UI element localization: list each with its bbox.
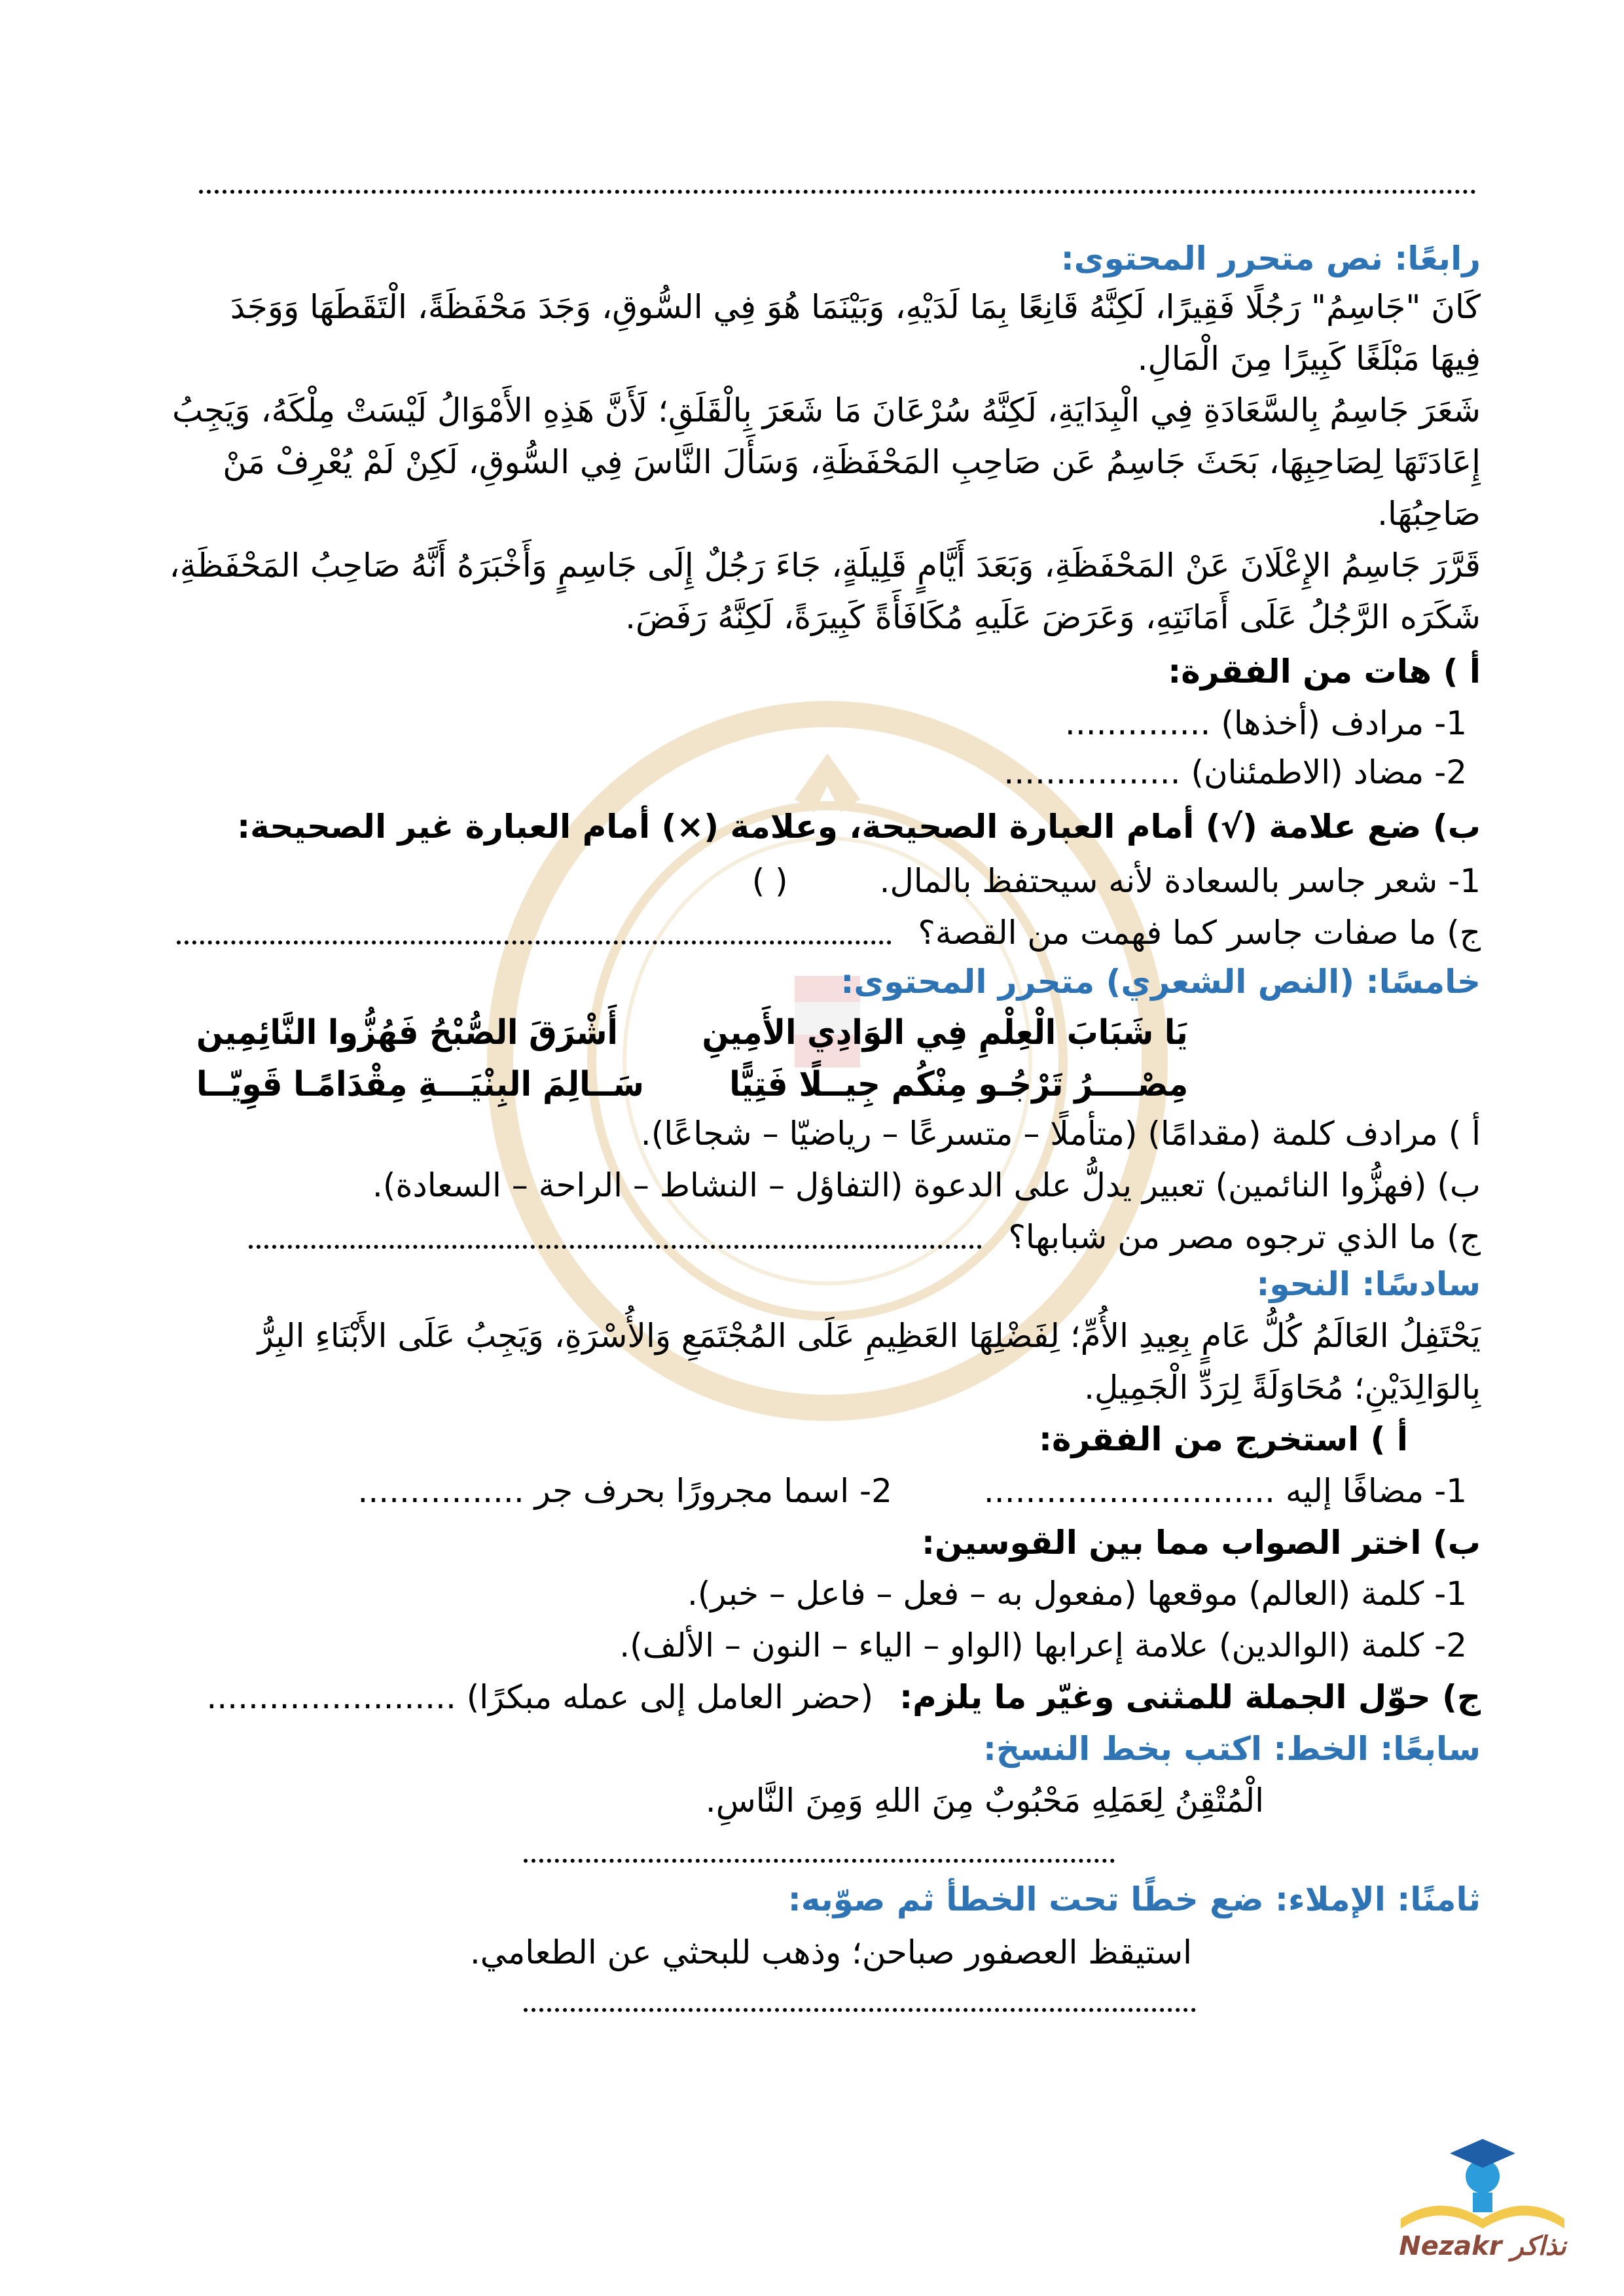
question-item: 1- مضافًا إليه ............................ [983, 1472, 1467, 1510]
question-item: 1- مرادف (أخذها) .............. [1064, 704, 1467, 742]
verse-1-first-half: يَا شَبَابَ الْعِلْمِ فِي الوَادِي الأَمِينِ [702, 1013, 1188, 1052]
nezakr-logo [1388, 2121, 1578, 2265]
answer-dotted-line[interactable] [177, 941, 892, 944]
paragraph-line: فِيهَا مَبْلَغًا كَبِيرًا مِنَ الْمَالِ. [1137, 340, 1481, 378]
paragraph-line: شَعَرَ جَاسِمُ بِالسَّعَادَةِ فِي الْبِدَايَةِ، لَكِنَّهُ سُرْعَانَ مَا شَعَرَ بِالْقَلَقِ؛ لَأَنَّ هَذِهِ الأَمْوَالُ لَيْسَتْ مِلْكَهُ، وَيَجِبُ [172, 391, 1481, 429]
question-c-label: ج) حوّل الجملة للمثنى وغيّر ما يلزم: [899, 1678, 1481, 1716]
answer-dotted-line[interactable] [524, 1859, 1115, 1863]
question-b: ب) (فهزُّوا النائمين) تعبير يدلُّ على الدعوة (التفاؤل – النشاط – الراحة – السعادة). [372, 1166, 1481, 1204]
paragraph-line: قَرَّرَ جَاسِمُ الإِعْلَانَ عَنْ المَحْفَظَةِ، وَبَعَدَ أَيَّامٍ قَلِيلَةٍ، جَاءَ رَجُلٌ إِلَى جَاسِمٍ وَأَخْبَرَهُ أَنَّهُ صَاحِبُ المَحْفَظَةِ، [169, 547, 1481, 584]
section5-heading: خامسًا: (النص الشعري) متحرر المحتوى: [840, 963, 1481, 1001]
question-c: ج) ما صفات جاسر كما فهمت من القصة؟ [918, 914, 1481, 952]
question-a: أ ) مرادف كلمة (مقدامًا) (متأملًا – متسرعًا – رياضيّا – شجاعًا). [640, 1115, 1481, 1153]
question-a-label: أ ) هات من الفقرة: [1168, 653, 1481, 691]
section4-heading: رابعًا: نص متحرر المحتوى: [1060, 240, 1481, 278]
question-c-sentence: (حضر العامل إلى عمله مبكرًا) ........................ [206, 1678, 874, 1716]
answer-dotted-line [199, 190, 1476, 194]
section8-heading: ثامنًا: الإملاء: ضع خطًا تحت الخطأ ثم صوّبه: [787, 1880, 1481, 1918]
question-b-label: ب) ضع علامة (√) أمام العبارة الصحيحة، وعلامة (×) أمام العبارة غير الصحيحة: [237, 808, 1481, 846]
verse-2-second-half: سَــالِمَ البِنْيَـــةِ مِقْدَامًـا قَوِيّــا [196, 1065, 644, 1104]
paragraph-line: شَكَرَه الرَّجُلُ عَلَى أَمَانَتِهِ، وَعَرَضَ عَلَيهِ مُكَافَأَةً كَبِيرَةً، لَكِنَّهُ رَفَضَ. [625, 598, 1481, 636]
answer-dotted-line[interactable] [249, 1245, 982, 1249]
section6-heading: سادسًا: النحو: [1256, 1265, 1481, 1303]
paragraph-line: كَانَ "جَاسِمُ" رَجُلًا فَقِيرًا، لَكِنَّهُ قَانِعًا بِمَا لَدَيْهِ، وَبَيْنَمَا هُوَ فِي السُّوقِ، وَجَدَ مَحْفَظَةً، الْتَقَطَهَا وَوَجَدَ [230, 288, 1481, 326]
answer-dotted-line[interactable] [524, 2008, 1196, 2012]
question-item: 2- كلمة (الوالدين) علامة إعرابها (الواو – الياء – النون – الألف). [619, 1626, 1467, 1664]
question-item: 2- مضاد (الاطمئنان) ................. [1003, 753, 1467, 791]
question-item: 1- كلمة (العالم) موقعها (مفعول به – فعل – فاعل – خبر). [687, 1575, 1467, 1613]
question-c: ج) ما الذي ترجوه مصر من شبابها؟ [1008, 1218, 1481, 1256]
paragraph-line: بِالوَالِدَيْنِ؛ مُحَاوَلَةً لِرَدِّ الْجَمِيلِ. [1084, 1369, 1481, 1407]
paragraph-line: يَحْتَفِلُ العَالَمُ كُلُّ عَامٍ بِعِيدِ الأُمِّ؛ لِفَضْلِهَا العَظِيمِ عَلَى المُجْتَمَعِ وَالأُسْرَةِ، وَيَجِبُ عَلَى الأَبْنَاءِ البِرُّ [257, 1317, 1481, 1355]
question-b-label: ب) اختر الصواب مما بين القوسين: [922, 1524, 1481, 1562]
question-item: 1- شعر جاسر بالسعادة لأنه سيحتفظ بالمال. [879, 862, 1481, 900]
svg-text:Nezakr نذاكر: Nezakr نذاكر [1399, 2231, 1566, 2261]
verse-2-first-half: مِصْــــرُ تَرْجُـو مِنْكُم جِيــلًا فَتِيًّا [729, 1065, 1188, 1104]
paragraph-line: إِعَادَتَهَا لِصَاحِبِهَا، بَحَثَ جَاسِمُ عَن صَاحِبِ المَحْفَظَةِ، وَسَأَلَ النَّاسَ فِي السُّوقِ، لَكِنْ لَمْ يُعْرِفْ مَنْ [223, 443, 1481, 481]
answer-brackets[interactable]: ( ) [751, 862, 788, 900]
section7-heading: سابعًا: الخط: اكتب بخط النسخ: [983, 1730, 1481, 1768]
verse-1-second-half: أَشْرَقَ الصُّبْحُ فَهُزُّوا النَّائِمِين [196, 1013, 619, 1052]
calligraphy-sentence: الْمُتْقِنُ لِعَمَلِهِ مَحْبُوبٌ مِنَ اللهِ وَمِنَ النَّاسِ. [705, 1782, 1264, 1820]
question-item: 2- اسما مجرورًا بحرف جر ................ [357, 1472, 892, 1510]
dictation-sentence: استيقظ العصفور صباحن؛ وذهب للبحثي عن الطعامي. [469, 1933, 1192, 1971]
question-a-label: أ ) استخرج من الفقرة: [1039, 1420, 1408, 1458]
paragraph-line: صَاحِبُهَا. [1377, 495, 1481, 533]
